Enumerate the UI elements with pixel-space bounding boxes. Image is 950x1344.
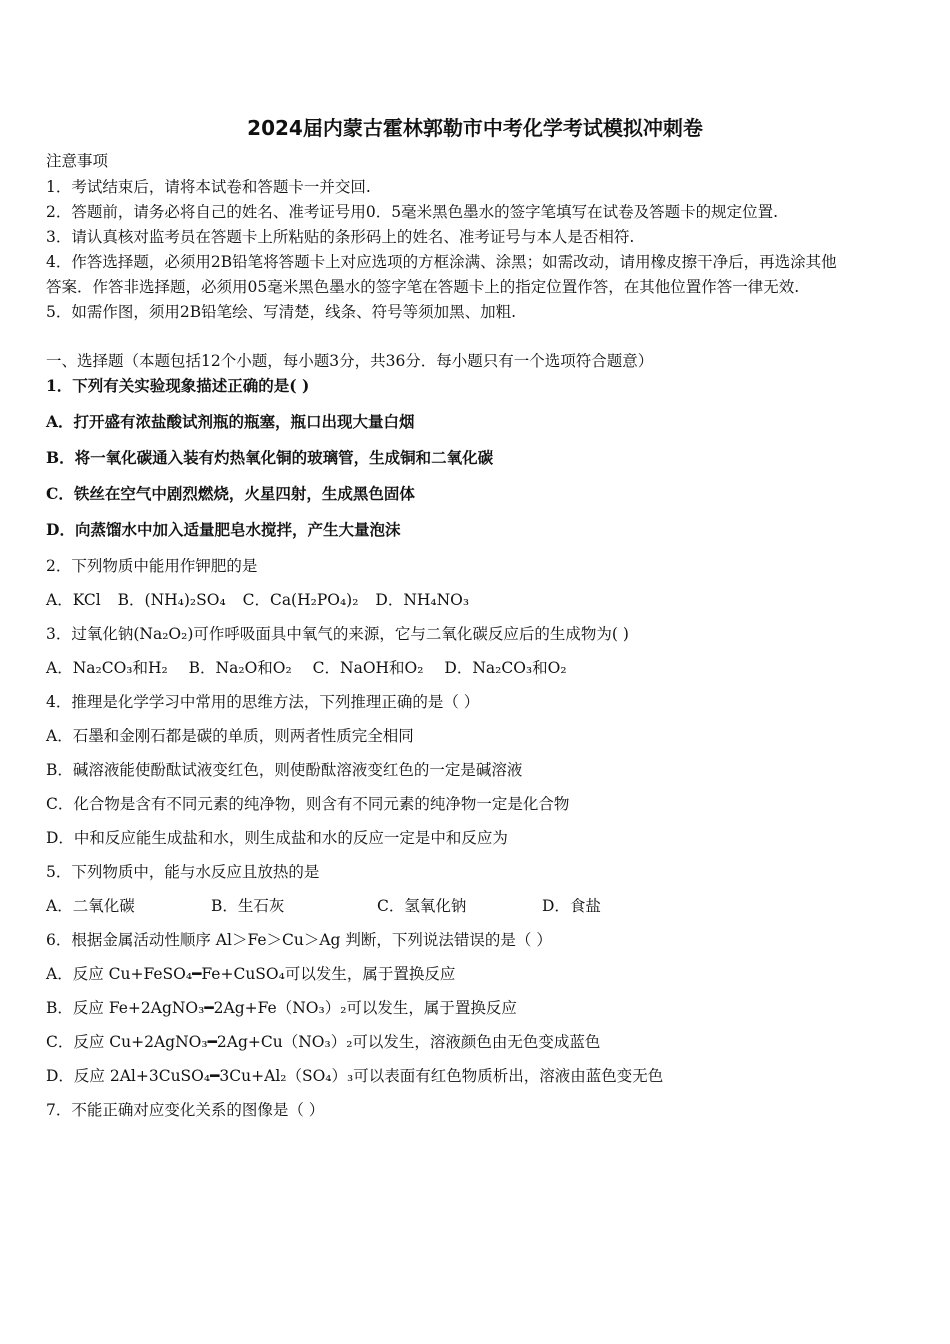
notice-item: 2．答题前，请务必将自己的姓名、准考证号用0．5毫米黑色墨水的签字笔填写在试卷及答题卡的规定位置. (46, 203, 779, 221)
question-3-option-a: A．Na₂CO₃和H₂ (46, 659, 168, 677)
question-4-option-c: C．化合物是含有不同元素的纯净物，则含有不同元素的纯净物一定是化合物 (46, 795, 570, 813)
question-1-option-b: B．将一氧化碳通入装有灼热氧化铜的玻璃管，生成铜和二氧化碳 (46, 448, 494, 467)
question-2-option-c: C．Ca(H₂PO₄)₂ (242, 591, 359, 609)
section-heading: 一、选择题（本题包括12个小题，每小题3分，共36分．每小题只有一个选项符合题意） (46, 352, 654, 370)
question-4-option-d: D．中和反应能生成盐和水，则生成盐和水的反应一定是中和反应为 (46, 829, 508, 847)
question-6-option-c: C．反应 Cu+2AgNO₃━2Ag+Cu（NO₃）₂可以发生，溶液颜色由无色变成蓝色 (46, 1033, 601, 1051)
question-3-option-d: D．Na₂CO₃和O₂ (444, 659, 567, 677)
question-2-option-d: D．NH₄NO₃ (375, 591, 470, 609)
question-2-stem: 2．下列物质中能用作钾肥的是 (46, 557, 258, 575)
question-5-option-a: A．二氧化碳 (46, 897, 135, 915)
notice-heading: 注意事项 (46, 152, 109, 170)
question-6-option-d: D．反应 2Al+3CuSO₄━3Cu+Al₂（SO₄）₃可以表面有红色物质析出，溶液由蓝色变无色 (46, 1067, 664, 1085)
notice-item: 答案．作答非选择题，必须用05毫米黑色墨水的签字笔在答题卡上的指定位置作答，在其他位置作答一律无效. (46, 278, 800, 296)
question-3-options (46, 658, 567, 678)
notice-item: 5．如需作图，须用2B铅笔绘、写清楚，线条、符号等须加黑、加粗. (46, 303, 517, 321)
question-6-option-a: A．反应 Cu+FeSO₄━Fe+CuSO₄可以发生，属于置换反应 (46, 965, 456, 983)
question-3-option-c: C．NaOH和O₂ (312, 659, 424, 677)
question-3-stem: 3．过氧化钠(Na₂O₂)可作呼吸面具中氧气的来源，它与二氧化碳反应后的生成物为( ) (46, 625, 629, 643)
question-4-option-a: A．石墨和金刚石都是碳的单质，则两者性质完全相同 (46, 727, 414, 745)
question-7-stem: 7．不能正确对应变化关系的图像是（ ） (46, 1101, 325, 1119)
question-4-option-b: B．碱溶液能使酚酞试液变红色，则使酚酞溶液变红色的一定是碱溶液 (46, 761, 523, 779)
question-2-option-a: A．KCl (46, 591, 101, 609)
question-5-option-c: C．氢氧化钠 (377, 897, 467, 915)
question-1-option-c: C．铁丝在空气中剧烈燃烧，火星四射，生成黑色固体 (46, 484, 415, 503)
question-5-stem: 5．下列物质中，能与水反应且放热的是 (46, 863, 320, 881)
question-1-option-d: D．向蒸馏水中加入适量肥皂水搅拌，产生大量泡沫 (46, 520, 401, 539)
question-1-stem: 1．下列有关实验现象描述正确的是( ) (46, 376, 310, 395)
notice-item: 1．考试结束后，请将本试卷和答题卡一并交回. (46, 178, 371, 196)
question-5-option-b: B．生石灰 (211, 897, 285, 915)
question-1-option-a: A．打开盛有浓盐酸试剂瓶的瓶塞，瓶口出现大量白烟 (46, 412, 415, 431)
question-2-options (46, 590, 469, 610)
question-3-option-b: B．Na₂O和O₂ (188, 659, 292, 677)
question-5-option-d: D．食盐 (542, 897, 601, 915)
question-4-stem: 4．推理是化学学习中常用的思维方法，下列推理正确的是（ ） (46, 693, 480, 711)
notice-item: 4．作答选择题，必须用2B铅笔将答题卡上对应选项的方框涂满、涂黑；如需改动，请用橡皮擦干净后，再选涂其他 (46, 253, 837, 271)
question-6-option-b: B．反应 Fe+2AgNO₃━2Ag+Fe（NO₃）₂可以发生，属于置换反应 (46, 999, 517, 1017)
page-title: 2024届内蒙古霍林郭勒市中考化学考试模拟冲刺卷 (247, 116, 703, 140)
notice-item: 3．请认真核对监考员在答题卡上所粘贴的条形码上的姓名、准考证号与本人是否相符. (46, 228, 635, 246)
question-6-stem: 6．根据金属活动性顺序 Al＞Fe＞Cu＞Ag 判断，下列说法错误的是（ ） (46, 931, 552, 949)
question-2-option-b: B．(NH₄)₂SO₄ (117, 591, 226, 609)
